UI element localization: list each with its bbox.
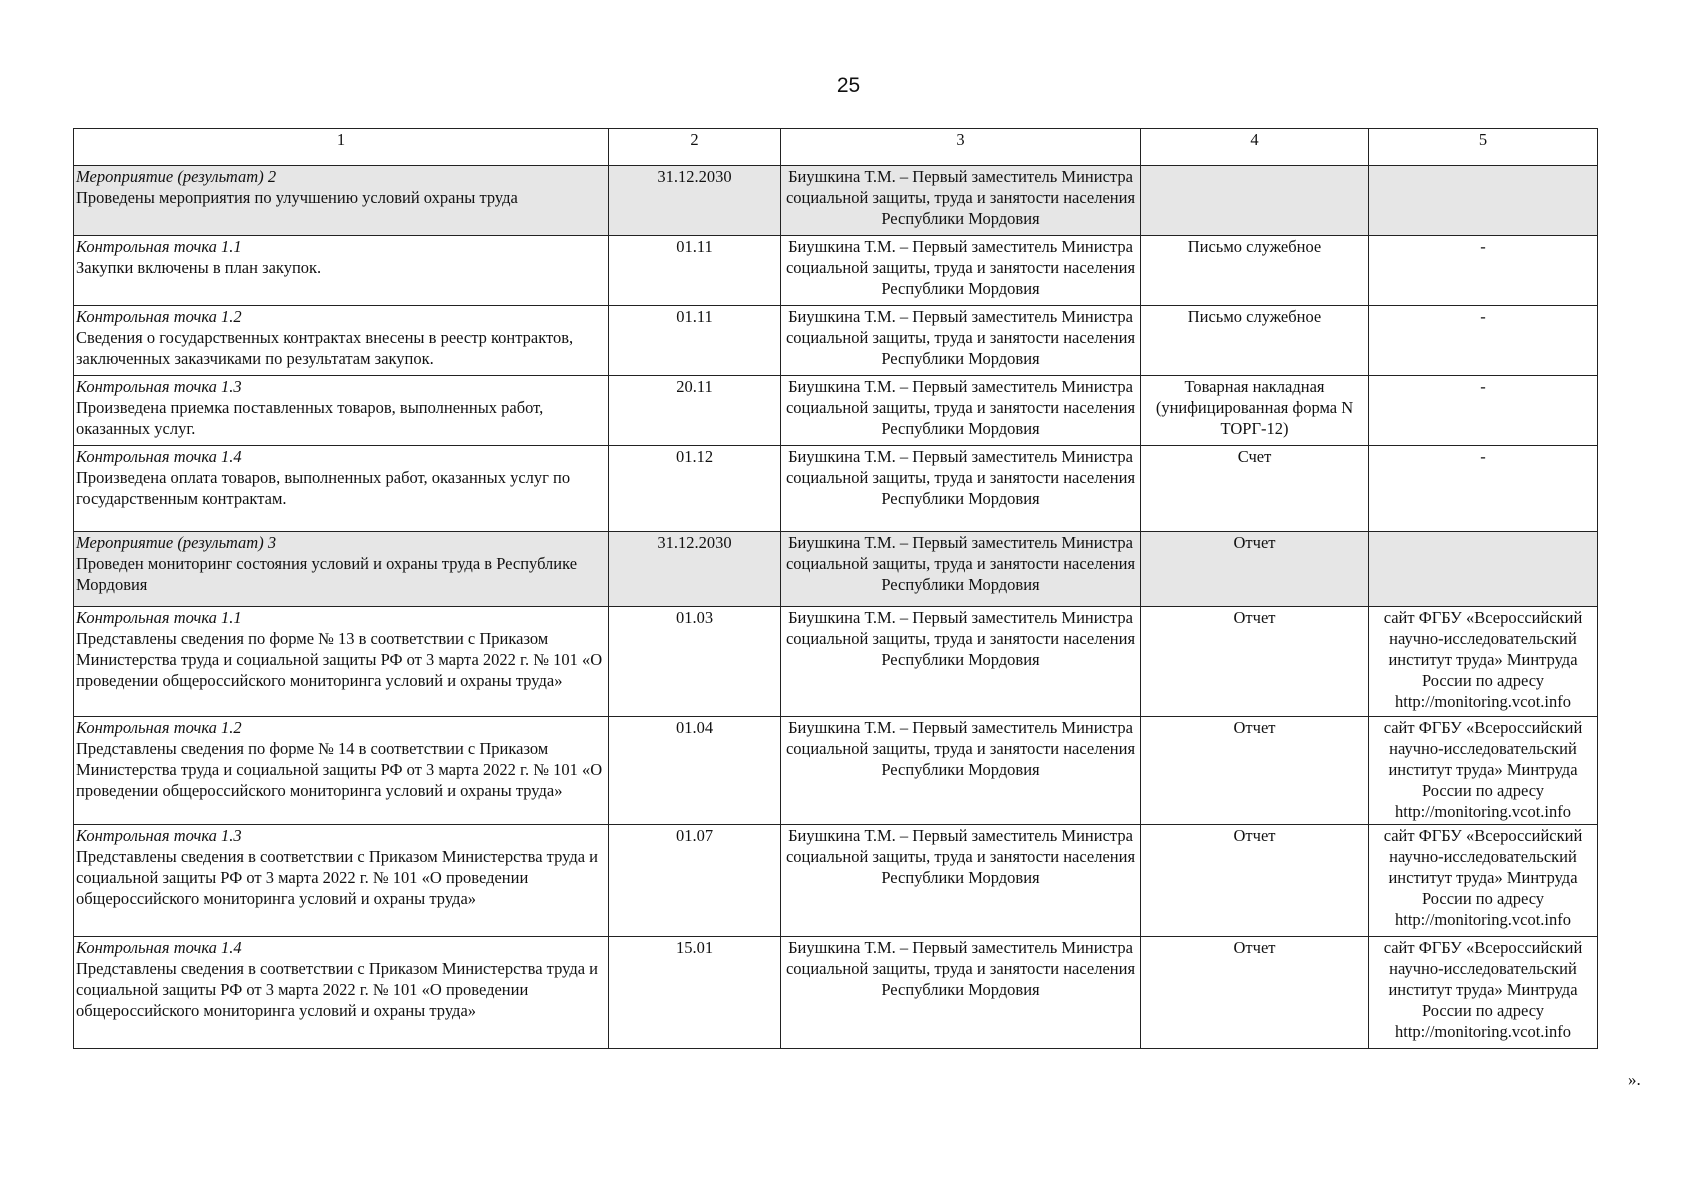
- event-cell: [74, 825, 609, 937]
- event-cell: [74, 376, 609, 446]
- table-row: [74, 825, 1598, 937]
- header-cell-3: 3: [781, 129, 1141, 166]
- table-row: [74, 937, 1598, 1049]
- info-cell: [1369, 166, 1598, 236]
- row-kind: Контрольная точка 1.2: [76, 307, 242, 326]
- table-row: [74, 607, 1598, 717]
- info-cell: -: [1369, 446, 1598, 532]
- row-kind: Мероприятие (результат) 3: [76, 533, 277, 552]
- info-cell: сайт ФГБУ «Всероссийский научно-исследовательский институт труда» Минтруда России по адресу http://monitoring.vcot.info: [1369, 937, 1598, 1049]
- row-text: Представлены сведения по форме № 14 в соответствии с Приказом Министерства труда и социальной защиты РФ от 3 марта 2022 г. № 101 «О проведении общероссийского мониторинга условий и охраны труда»: [76, 739, 603, 800]
- info-cell: сайт ФГБУ «Всероссийский научно-исследовательский институт труда» Минтруда России по адресу http://monitoring.vcot.info: [1369, 607, 1598, 717]
- header-row: [74, 129, 1598, 166]
- document-cell: Отчет: [1141, 717, 1369, 825]
- document-cell: Письмо служебное: [1141, 236, 1369, 306]
- date-cell: 01.12: [609, 446, 781, 532]
- row-text: Закупки включены в план закупок.: [76, 258, 322, 277]
- table-row: [74, 306, 1598, 376]
- date-cell: 20.11: [609, 376, 781, 446]
- row-text: Сведения о государственных контрактах внесены в реестр контрактов, заключенных заказчиками по результатам закупок.: [76, 328, 574, 368]
- row-kind: Контрольная точка 1.4: [76, 938, 242, 957]
- table-row: [74, 376, 1598, 446]
- row-text: Представлены сведения по форме № 13 в соответствии с Приказом Министерства труда и социальной защиты РФ от 3 марта 2022 г. № 101 «О проведении общероссийского мониторинга условий и охраны труда»: [76, 629, 603, 690]
- document-cell: Письмо служебное: [1141, 306, 1369, 376]
- responsible-cell: Биушкина Т.М. – Первый заместитель Министра социальной защиты, труда и занятости населения Республики Мордовия: [781, 607, 1141, 717]
- row-kind: Мероприятие (результат) 2: [76, 167, 277, 186]
- closing-quote-mark: ».: [1628, 1070, 1641, 1089]
- responsible-cell: Биушкина Т.М. – Первый заместитель Министра социальной защиты, труда и занятости населения Республики Мордовия: [781, 166, 1141, 236]
- table-row: [74, 446, 1598, 532]
- row-text: Произведена оплата товаров, выполненных работ, оказанных услуг по государственным контрактам.: [76, 468, 571, 508]
- document-cell: Отчет: [1141, 825, 1369, 937]
- row-text: Произведена приемка поставленных товаров, выполненных работ, оказанных услуг.: [76, 398, 544, 438]
- date-cell: 31.12.2030: [609, 166, 781, 236]
- document-cell: Отчет: [1141, 607, 1369, 717]
- row-kind: Контрольная точка 1.4: [76, 447, 242, 466]
- event-cell: [74, 236, 609, 306]
- date-cell: 01.11: [609, 236, 781, 306]
- table-row: [74, 166, 1598, 236]
- date-cell: 01.03: [609, 607, 781, 717]
- row-text: Проведен мониторинг состояния условий и охраны труда в Республике Мордовия: [76, 554, 578, 594]
- event-cell: [74, 532, 609, 607]
- info-cell: [1369, 532, 1598, 607]
- info-cell: -: [1369, 236, 1598, 306]
- header-cell-2: 2: [609, 129, 781, 166]
- event-cell: [74, 166, 609, 236]
- event-cell: [74, 937, 609, 1049]
- info-cell: сайт ФГБУ «Всероссийский научно-исследовательский институт труда» Минтруда России по адресу http://monitoring.vcot.info: [1369, 825, 1598, 937]
- document-cell: [1141, 166, 1369, 236]
- page-number: 25: [836, 74, 861, 97]
- row-text: Проведены мероприятия по улучшению условий охраны труда: [76, 188, 518, 207]
- header-cell-5: 5: [1369, 129, 1598, 166]
- row-text: Представлены сведения в соответствии с Приказом Министерства труда и социальной защиты РФ от 3 марта 2022 г. № 101 «О проведении общероссийского мониторинга условий и охраны труда»: [76, 847, 598, 908]
- document-cell: Счет: [1141, 446, 1369, 532]
- header-cell-1: 1: [74, 129, 609, 166]
- event-cell: [74, 607, 609, 717]
- info-cell: -: [1369, 376, 1598, 446]
- row-kind: Контрольная точка 1.2: [76, 718, 242, 737]
- responsible-cell: Биушкина Т.М. – Первый заместитель Министра социальной защиты, труда и занятости населения Республики Мордовия: [781, 376, 1141, 446]
- row-kind: Контрольная точка 1.3: [76, 826, 242, 845]
- event-cell: [74, 446, 609, 532]
- responsible-cell: Биушкина Т.М. – Первый заместитель Министра социальной защиты, труда и занятости населения Республики Мордовия: [781, 532, 1141, 607]
- plan-table: [73, 128, 1598, 1049]
- document-cell: Отчет: [1141, 937, 1369, 1049]
- document-cell: Товарная накладная (унифицированная форма N ТОРГ-12): [1141, 376, 1369, 446]
- table-row: [74, 532, 1598, 607]
- date-cell: 01.07: [609, 825, 781, 937]
- date-cell: 01.11: [609, 306, 781, 376]
- responsible-cell: Биушкина Т.М. – Первый заместитель Министра социальной защиты, труда и занятости населения Республики Мордовия: [781, 236, 1141, 306]
- responsible-cell: Биушкина Т.М. – Первый заместитель Министра социальной защиты, труда и занятости населения Республики Мордовия: [781, 825, 1141, 937]
- date-cell: 15.01: [609, 937, 781, 1049]
- row-kind: Контрольная точка 1.1: [76, 608, 242, 627]
- row-kind: Контрольная точка 1.1: [76, 237, 242, 256]
- responsible-cell: Биушкина Т.М. – Первый заместитель Министра социальной защиты, труда и занятости населения Республики Мордовия: [781, 717, 1141, 825]
- responsible-cell: Биушкина Т.М. – Первый заместитель Министра социальной защиты, труда и занятости населения Республики Мордовия: [781, 937, 1141, 1049]
- document-cell: Отчет: [1141, 532, 1369, 607]
- date-cell: 01.04: [609, 717, 781, 825]
- table-row: [74, 717, 1598, 825]
- responsible-cell: Биушкина Т.М. – Первый заместитель Министра социальной защиты, труда и занятости населения Республики Мордовия: [781, 306, 1141, 376]
- info-cell: -: [1369, 306, 1598, 376]
- info-cell: сайт ФГБУ «Всероссийский научно-исследовательский институт труда» Минтруда России по адресу http://monitoring.vcot.info: [1369, 717, 1598, 825]
- responsible-cell: Биушкина Т.М. – Первый заместитель Министра социальной защиты, труда и занятости населения Республики Мордовия: [781, 446, 1141, 532]
- row-text: Представлены сведения в соответствии с Приказом Министерства труда и социальной защиты РФ от 3 марта 2022 г. № 101 «О проведении общероссийского мониторинга условий и охраны труда»: [76, 959, 598, 1020]
- header-cell-4: 4: [1141, 129, 1369, 166]
- date-cell: 31.12.2030: [609, 532, 781, 607]
- event-cell: [74, 717, 609, 825]
- row-kind: Контрольная точка 1.3: [76, 377, 242, 396]
- table-row: [74, 236, 1598, 306]
- event-cell: [74, 306, 609, 376]
